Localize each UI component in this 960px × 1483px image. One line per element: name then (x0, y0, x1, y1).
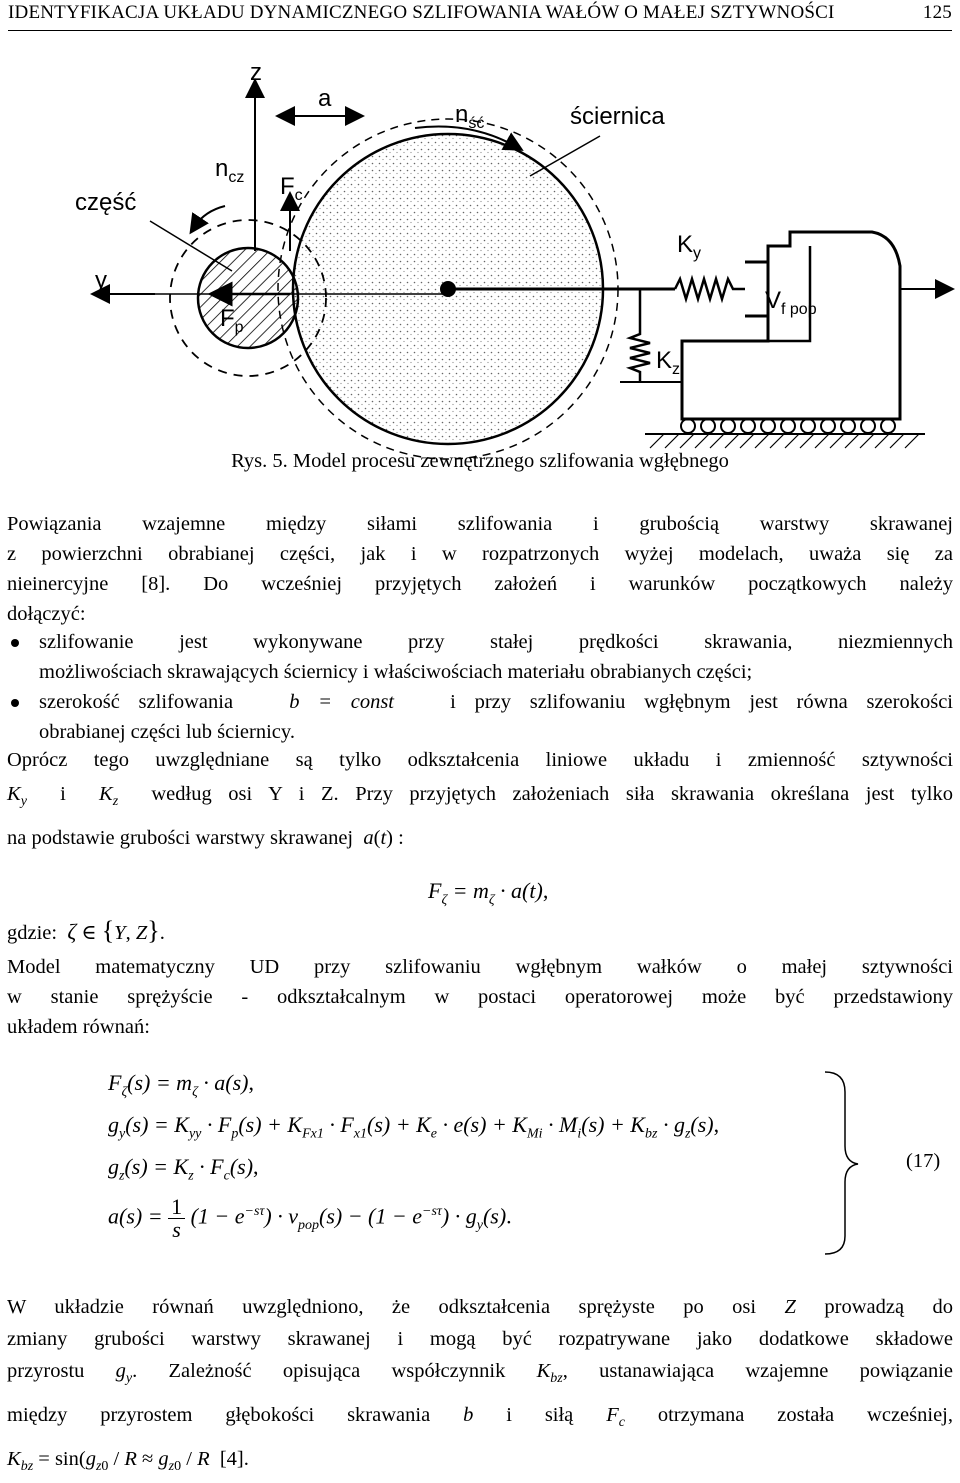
n-cz-arrow (195, 206, 225, 226)
czesc-leader (150, 221, 232, 271)
bullet-dot (11, 639, 19, 647)
para1-line3: nieinercyjne [8]. Do wcześniej przyjętych założeń i warunków początkowych należy (7, 573, 953, 595)
para1-line2: z powierzchni obrabianej części, jak i w rozpatrzonych wyżej modelach, uważa się za (7, 543, 953, 565)
label-a: a (318, 85, 332, 112)
para4-line3: przyrostu $g_y$. Zależność opisująca współczynnik $K_{bz}$, ustanawiająca wzajemne powiązanie (7, 1360, 953, 1387)
paragraph-3 (7, 952, 953, 1042)
system-eq-1: $F_\zeta(s) = m_\zeta \cdot a(s)$, (108, 1070, 254, 1100)
system-brace (820, 1068, 860, 1258)
para4-line4: między przyrostem głębokości skrawania b i siłą $F_c$ otrzymana została wcześniej, (7, 1404, 954, 1431)
page-header (8, 2, 952, 30)
label-y: y (95, 267, 107, 294)
para2-line2: $K_y$ i $K_z$ według osi Y i Z. Przy przyjętych założeniach siła skrawania określana jest tylko (7, 783, 954, 810)
para2-line1: Oprócz tego uwzględniane są tylko odkształcenia liniowe układu i zmienność sztywności (7, 749, 953, 771)
grinding-model-figure (0, 36, 960, 460)
paragraph-4 (7, 1291, 953, 1483)
label-vfpop: $V_{f pop}$ (765, 287, 817, 318)
para4-line1: W układzie równań uwzględniono, że odkształcenia sprężyste po osi Z prowadzą do (7, 1296, 953, 1318)
bullet2-line1 (39, 687, 953, 717)
label-ky: $K_y$ (677, 231, 702, 262)
para4-line2: zmiany grubości warstwy skrawanej i mogą być rozpatrywane jako dodatkowe składowe (7, 1328, 953, 1350)
rollers (681, 419, 895, 433)
paragraph-1 (7, 509, 953, 629)
header-rule (8, 30, 952, 31)
para2-line2-text: według osi Y i Z. Przy przyjętych założeniach siła skrawania określana jest tylko (151, 783, 954, 805)
spring-kz (630, 289, 650, 381)
bullet2-post: i przy szlifowaniu wgłębnym jest równa szerokości (450, 691, 953, 713)
label-fp: $F_p$ (220, 305, 244, 336)
bullet2-formula: b = const (289, 691, 394, 713)
label-kz: $K_z$ (656, 347, 681, 378)
figure-caption: Rys. 5. Model procesu zewnętrznego szlifowania wgłębnego (231, 450, 729, 472)
label-n-sc: $n_{ść}$ (455, 101, 485, 132)
label-fc: $F_c$ (280, 173, 303, 204)
workpiece (198, 248, 298, 348)
para2-line3-text: na podstawie grubości warstwy skrawanej (7, 827, 354, 850)
where-clause: gdzie: ζ ∈ {Y, Z}. (7, 916, 165, 945)
bullet2-line2: obrabianej części lub ściernicy. (39, 721, 295, 743)
system-eq-2: $g_y(s) = K_{yy} \cdot F_p(s) + K_{Fx1} \cdot F_{x1}(s) + K_e \cdot e(s) + K_{Mi} \cdot M_i(s) + K_{bz} \cdot g_z(s)$, (108, 1112, 720, 1142)
para3-line2: w stanie sprężyście - odkształcalnym w postaci operatorowej może być przedstawiony (7, 986, 953, 1008)
label-n-cz: $n_{cz}$ (215, 155, 245, 186)
para4-line5: $K_{bz} = \sin(g_{z0} / R \approx g_{z0} / R$ [4]. (7, 1448, 249, 1475)
label-sciernica: ściernica (570, 103, 665, 130)
spring-ky (675, 279, 745, 299)
para1-line4: dołączyć: (7, 603, 86, 625)
ground-hatch (650, 434, 919, 448)
page-number: 125 (922, 2, 952, 23)
paragraph-2 (7, 745, 953, 853)
para1-line1: Powiązania wzajemne między siłami szlifowania i grubością warstwy skrawanej (7, 513, 953, 535)
bullet-dot (11, 699, 19, 707)
equation-number: (17) (906, 1150, 941, 1172)
para3-line3: układem równań: (7, 1016, 150, 1038)
sciernica-leader (530, 136, 600, 176)
bullet1-line1: szlifowanie jest wykonywane przy stałej prędkości skrawania, niezmiennych (39, 631, 953, 653)
bullet1-line2: możliwościach skrawających ściernicy i właściwościach materiału obrabianych części; (39, 661, 753, 683)
bullet2-pre: szerokość szlifowania (39, 691, 234, 713)
where-label: gdzie: (7, 922, 58, 944)
para2-line3: na podstawie grubości warstwy skrawanej a(t) : (7, 827, 404, 850)
equation-force: $F_\zeta = m_\zeta \cdot a(t)$, (428, 878, 549, 908)
para3-line1: Model matematyczny UD przy szlifowaniu wgłębnym wałków o małej sztywności (7, 956, 953, 978)
label-z: z (250, 59, 262, 86)
system-eq-4: a(s) = $\frac{1}{s}$ $(1 - e^{-s\tau}) \cdot v_{pop}(s) - (1 - e^{-s\tau}) \cdot g_y(s)$. (108, 1194, 512, 1242)
running-title: IDENTYFIKACJA UKŁADU DYNAMICZNEGO SZLIFOWANIA WAŁÓW O MAŁEJ SZTYWNOŚCI (8, 2, 835, 23)
machine-base (682, 232, 900, 419)
label-czesc: część (75, 189, 137, 216)
system-eq-3: $g_z(s) = K_z \cdot F_c(s)$, (108, 1154, 259, 1184)
